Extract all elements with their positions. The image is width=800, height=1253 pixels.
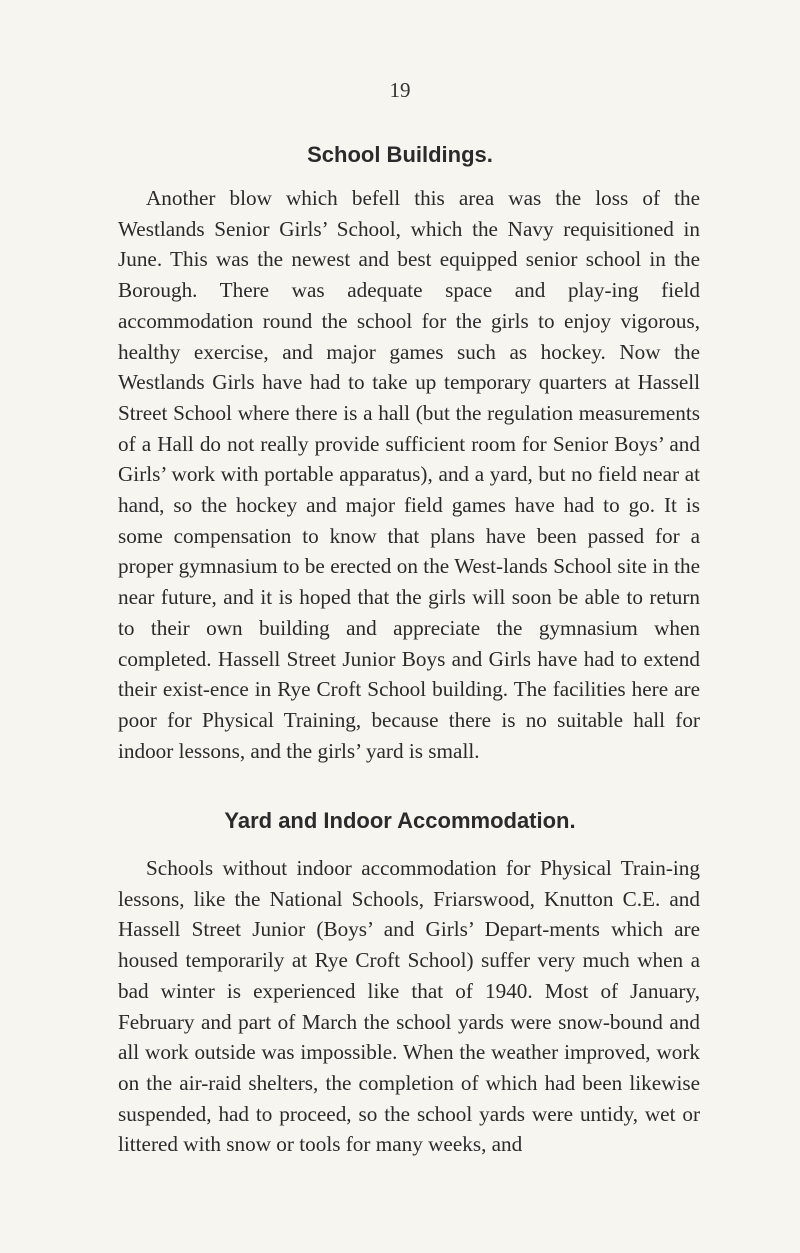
- section-heading-school-buildings: School Buildings.: [307, 142, 493, 167]
- section-heading-yard-accommodation: Yard and Indoor Accommodation.: [224, 808, 576, 833]
- section-paragraph-school-buildings: [118, 183, 700, 766]
- section-paragraph-yard-accommodation: [118, 853, 700, 1160]
- page-number: 19: [389, 78, 411, 102]
- paragraph-text: Schools without indoor accommodation for Physical Train-ing lessons, like the National Schools, Friarswood, Knutton C.E. and Hassell Street Junior (Boys’ and Girls’ Depart-ments which are housed temporarily at Rye Croft School) suffer very much when a bad winter is experienced like that of 1940. Most of January, February and part of March the school yards were snow-bound and all work outside was impossible. When the weather improved, work on the air-raid shelters, the completion of which had been likewise suspended, had to proceed, so the school yards were untidy, wet or littered with snow or tools for many weeks, and: [118, 856, 700, 1157]
- paragraph-text: Another blow which befell this area was the loss of the Westlands Senior Girls’ School, which the Navy requisitioned in June. This was the newest and best equipped senior school in the Borough. There was adequate space and play-ing field accommodation round the school for the girls to enjoy vigorous, healthy exercise, and major games such as hockey. Now the Westlands Girls have had to take up temporary quarters at Hassell Street School where there is a hall (but the regulation measurements of a Hall do not really provide sufficient room for Senior Boys’ and Girls’ work with portable apparatus), and a yard, but no field near at hand, so the hockey and major field games have had to go. It is some compensation to know that plans have been passed for a proper gymnasium to be erected on the West-lands School site in the near future, and it is hoped that the girls will soon be able to return to their own building and appreciate the gymnasium when completed. Hassell Street Junior Boys and Girls have had to extend their exist-ence in Rye Croft School building. The facilities here are poor for Physical Training, because there is no suitable hall for indoor lessons, and the girls’ yard is small.: [118, 186, 700, 763]
